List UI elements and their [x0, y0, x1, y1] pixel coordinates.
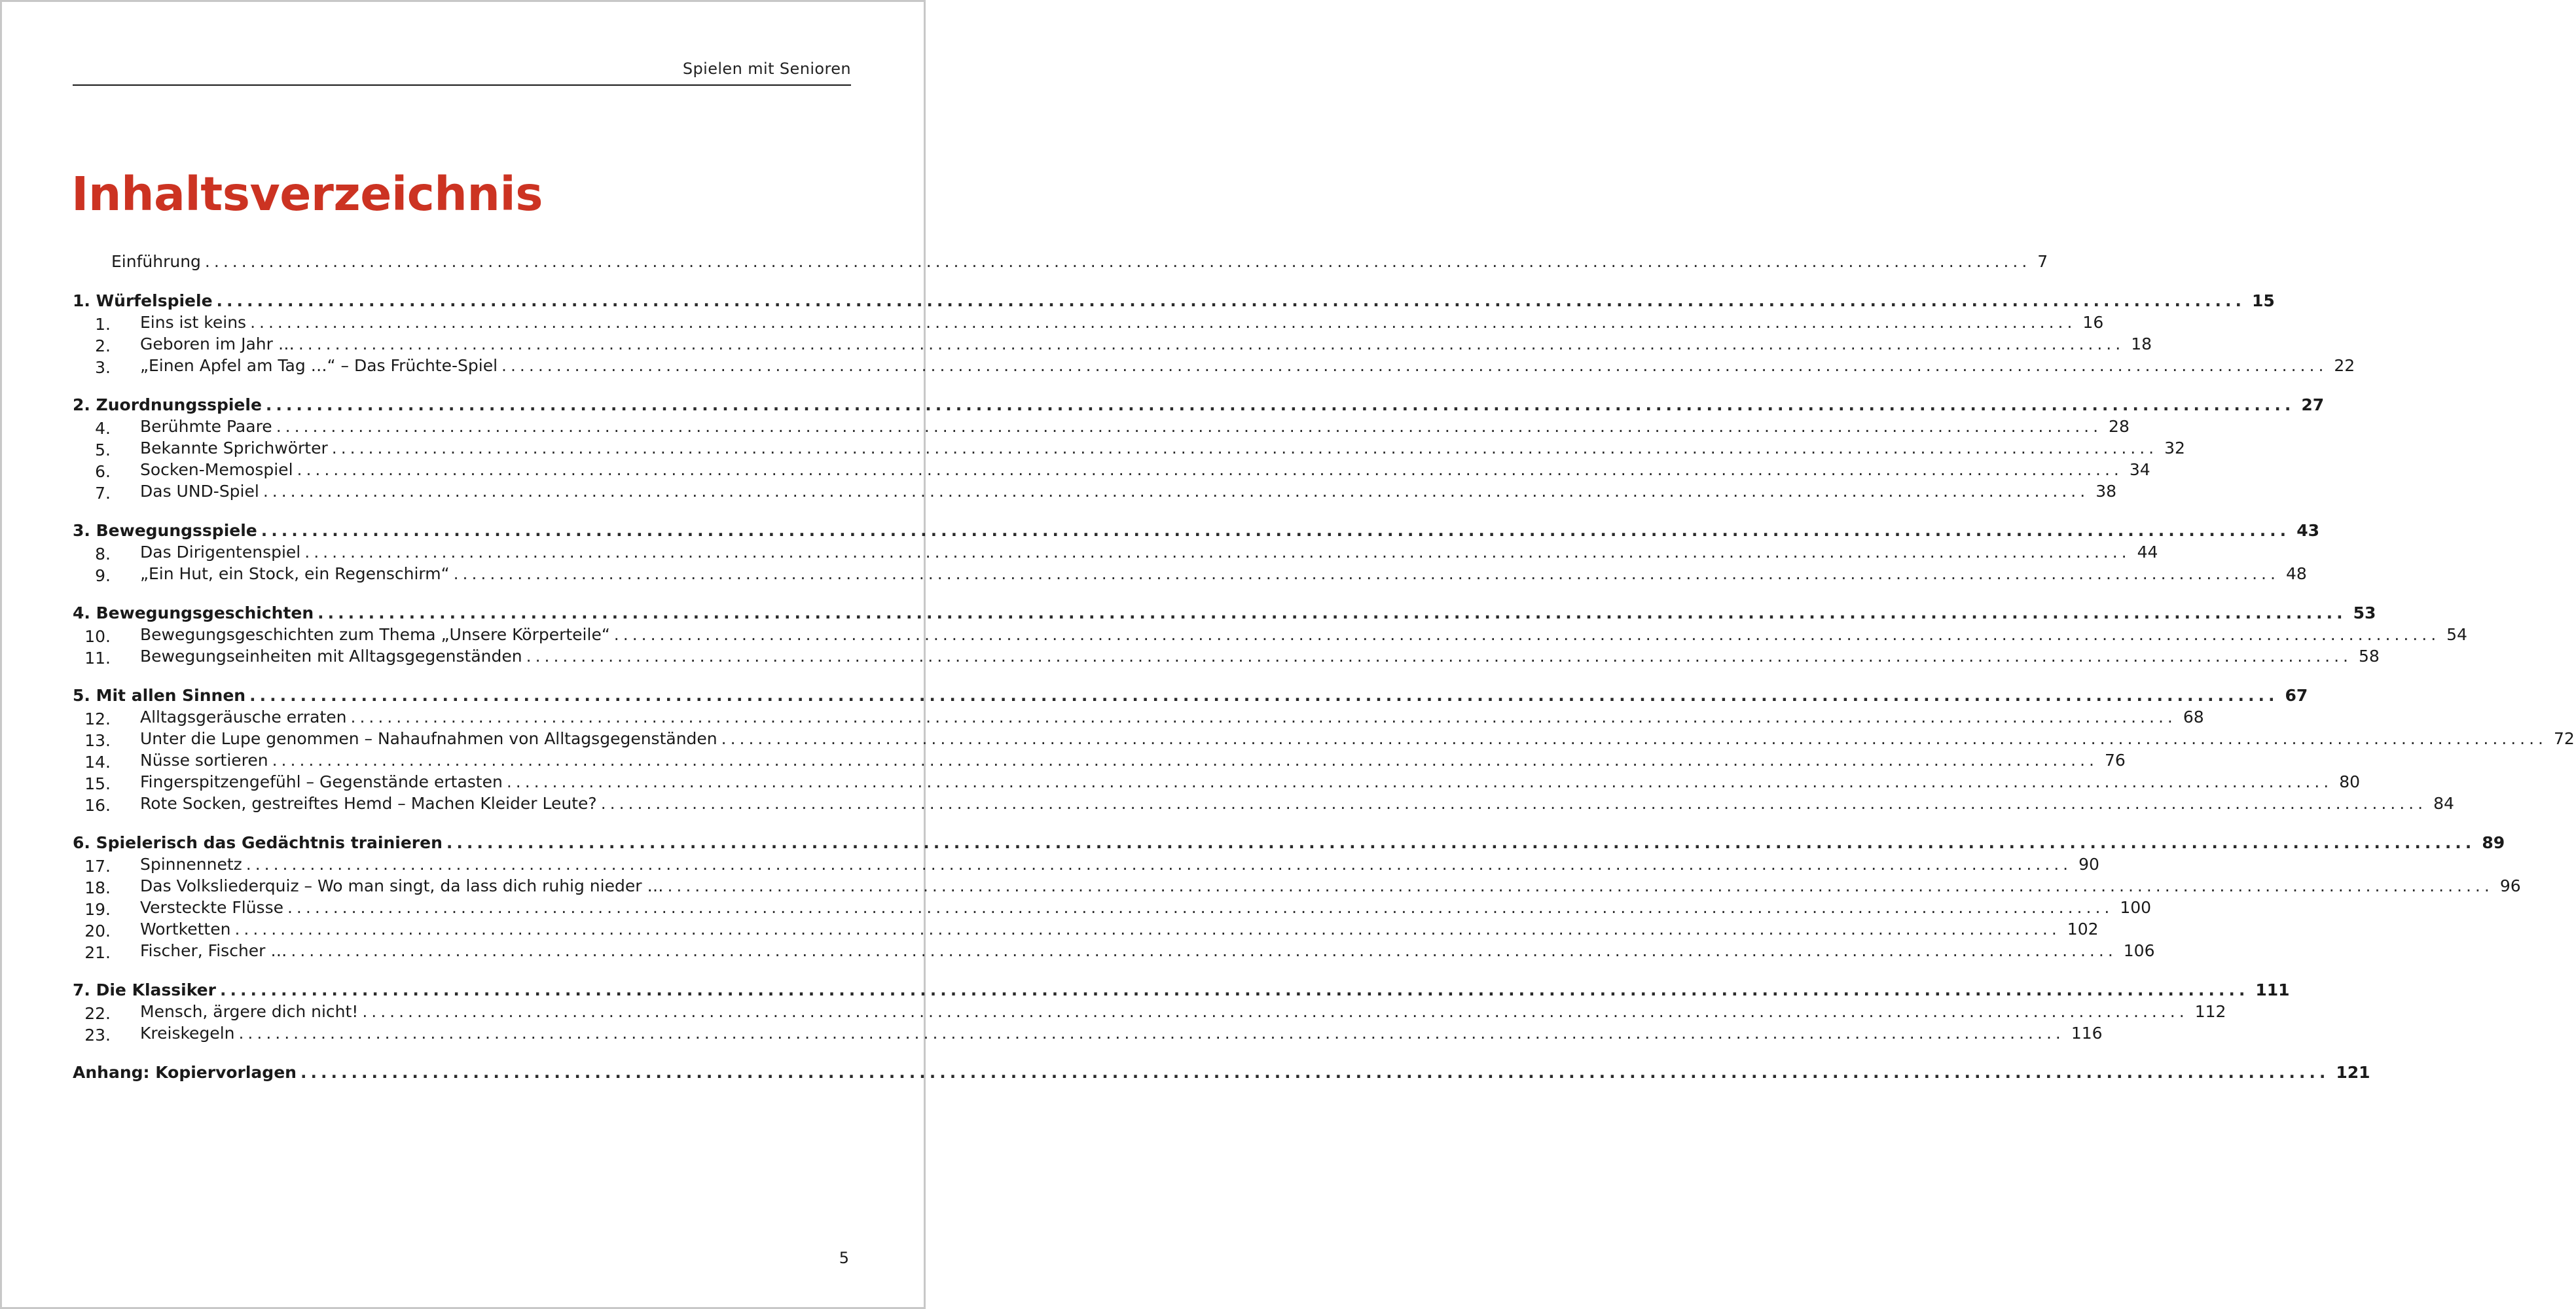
toc-entry-page: 84 [2433, 794, 2454, 813]
toc-chapter-page: 111 [2255, 980, 2290, 999]
toc-chapter-row [73, 686, 2308, 708]
toc-entry-label: Nüsse sortieren [140, 751, 268, 770]
toc-entry-row [73, 941, 2155, 963]
toc-entry-page: 34 [2129, 460, 2150, 479]
dot-leader: ........................................................................................................................................................................................................ [600, 794, 2427, 813]
toc-entry-label: Das Volksliederquiz – Wo man singt, da lass dich ruhig nieder … [140, 876, 664, 895]
toc-entry-number: 4. [95, 419, 111, 438]
toc-entry-page: 80 [2339, 772, 2360, 791]
toc-entry-number: 19. [84, 900, 111, 919]
toc-entry-row [73, 460, 2150, 482]
toc-entry-page: 96 [2499, 876, 2521, 895]
toc-entry-number: 9. [95, 566, 111, 585]
dot-leader: ........................................................................................................................................................................................................ [446, 833, 2476, 852]
toc-entry-number: 11. [84, 649, 111, 668]
dot-leader: ........................................................................................................................................................................................................ [297, 460, 2123, 479]
toc-entry-row [73, 898, 2152, 920]
toc-entry-row [73, 729, 2575, 751]
toc-chapter-row [73, 395, 2325, 417]
toc-entry-label: Bekannte Sprichwörter [140, 439, 328, 457]
toc-chapter-label: 3. Bewegungsspiele [73, 521, 257, 540]
toc-chapter-row [73, 833, 2505, 855]
toc-entry-label: Kreiskegeln [140, 1024, 235, 1043]
toc-entry-number: 2. [95, 336, 111, 355]
toc-entry-page: 68 [2183, 708, 2204, 726]
dot-leader: ........................................................................................................................................................................................................ [526, 647, 2352, 666]
dot-leader: ........................................................................................................................................................................................................ [298, 334, 2125, 353]
toc-chapter-label: 6. Spielerisch das Gedächtnis trainieren [73, 833, 443, 852]
toc-entry-page: 58 [2358, 647, 2380, 666]
toc-entry-number: 22. [84, 1004, 111, 1023]
toc-entry-label: „Einen Apfel am Tag …“ – Das Früchte-Spiel [140, 356, 498, 375]
dot-leader: ........................................................................................................................................................................................................ [287, 898, 2114, 917]
dot-leader: ........................................................................................................................................................................................................ [506, 772, 2333, 791]
dot-leader: ........................................................................................................................................................................................................ [300, 1063, 2330, 1082]
toc-entry-label: Geboren im Jahr … [140, 334, 295, 353]
toc-intro-label: Einführung [111, 252, 201, 271]
toc-entry-page: 28 [2109, 417, 2130, 436]
toc-entry-row [73, 1002, 2226, 1024]
toc-entry-row [73, 920, 2099, 941]
dot-leader: ........................................................................................................................................................................................................ [667, 876, 2494, 895]
toc-chapters [73, 291, 2575, 1045]
page-title: Inhaltsverzeichnis [71, 167, 543, 221]
toc-entry-page: 54 [2446, 625, 2467, 644]
toc-entry-row [73, 876, 2521, 898]
toc-entry-page: 116 [2071, 1024, 2103, 1043]
toc-entry-label: Bewegungsgeschichten zum Thema „Unsere Körperteile“ [140, 625, 610, 644]
toc-chapter-page: 15 [2251, 291, 2275, 310]
dot-leader: ........................................................................................................................................................................................................ [276, 417, 2103, 436]
dot-leader: ........................................................................................................................................................................................................ [331, 439, 2158, 457]
dot-leader: ........................................................................................................................................................................................................ [245, 855, 2073, 874]
toc-entry-page: 16 [2082, 313, 2104, 332]
toc-entry-row [73, 855, 2099, 876]
dot-leader: ........................................................................................................................................................................................................ [250, 313, 2077, 332]
toc-entry-number: 21. [84, 943, 111, 962]
toc-entry-number: 6. [95, 462, 111, 481]
toc-chapter-label: 7. Die Klassiker [73, 980, 216, 999]
toc-chapter-label: 1. Würfelspiele [73, 291, 213, 310]
toc-chapter-label: 4. Bewegungsgeschichten [73, 603, 314, 622]
toc-entry-row [73, 708, 2204, 729]
toc-intro-row [73, 252, 2048, 274]
toc-entry-label: Das Dirigentenspiel [140, 543, 301, 562]
toc-entry-number: 3. [95, 358, 111, 377]
toc-entry-number: 8. [95, 545, 111, 564]
dot-leader: ........................................................................................................................................................................................................ [234, 920, 2061, 939]
dot-leader: ........................................................................................................................................................................................................ [304, 543, 2131, 562]
toc-entry-number: 20. [84, 922, 111, 941]
toc-entry-row [73, 647, 2380, 668]
toc-entry-label: Berühmte Paare [140, 417, 272, 436]
toc-entry-number: 15. [84, 774, 111, 793]
toc-entry-label: Unter die Lupe genommen – Nahaufnahmen von Alltagsgegenständen [140, 729, 717, 748]
toc-entry-page: 38 [2095, 482, 2116, 501]
dot-leader: ........................................................................................................................................................................................................ [263, 482, 2090, 501]
toc-entry-label: Mensch, ärgere dich nicht! [140, 1002, 359, 1021]
toc-entry-page: 106 [2123, 941, 2155, 960]
toc-entry-number: 16. [84, 796, 111, 815]
toc-entry-label: Das UND-Spiel [140, 482, 259, 501]
toc-entry-number: 17. [84, 857, 111, 876]
toc-entry-number: 13. [84, 731, 111, 750]
toc-entry-label: Socken-Memospiel [140, 460, 293, 479]
toc-entry-page: 100 [2120, 898, 2152, 917]
toc-chapter-row [73, 291, 2275, 313]
dot-leader: ........................................................................................................................................................................................................ [453, 564, 2279, 583]
toc-chapter-label: 5. Mit allen Sinnen [73, 686, 246, 705]
toc-entry-label: Eins ist keins [140, 313, 247, 332]
toc-entry-row [73, 751, 2126, 772]
dot-leader: ........................................................................................................................................................................................................ [613, 625, 2440, 644]
toc-appendix-row [73, 1063, 2370, 1085]
toc-entry-label: Alltagsgeräusche erraten [140, 708, 347, 726]
toc-entry-row [73, 356, 2355, 378]
toc-entry-number: 23. [84, 1026, 111, 1045]
toc-chapter-page: 27 [2301, 395, 2325, 414]
toc-entry-row [73, 334, 2152, 356]
toc-entry-number: 5. [95, 440, 111, 459]
toc-entry-row [73, 772, 2360, 794]
toc-entry-page: 112 [2194, 1002, 2226, 1021]
toc-intro-page: 7 [2037, 252, 2048, 271]
toc-chapter-row [73, 521, 2319, 543]
dot-leader: ........................................................................................................................................................................................................ [249, 686, 2279, 705]
toc-entry-row [73, 482, 2116, 503]
toc-entry-label: Fingerspitzengefühl – Gegenstände ertasten [140, 772, 503, 791]
dot-leader: ........................................................................................................................................................................................................ [219, 980, 2249, 999]
toc-entry-number: 12. [84, 709, 111, 728]
toc-entry-page: 32 [2164, 439, 2185, 457]
toc-entry-page: 44 [2137, 543, 2158, 562]
toc-chapter-row [73, 603, 2376, 625]
toc-entry-number: 18. [84, 878, 111, 897]
toc-chapter-row [73, 980, 2290, 1002]
toc-entry-row [73, 439, 2185, 460]
toc-chapter-label: 2. Zuordnungsspiele [73, 395, 262, 414]
toc-entry-row [73, 1024, 2103, 1045]
toc-entry-page: 72 [2554, 729, 2575, 748]
dot-leader: ........................................................................................................................................................................................................ [272, 751, 2098, 770]
page-number: 5 [839, 1249, 849, 1267]
toc-entry-label: Spinnennetz [140, 855, 242, 874]
dot-leader: ........................................................................................................................................................................................................ [362, 1002, 2188, 1021]
running-header: Spielen mit Senioren [73, 60, 851, 86]
toc-entry-row [73, 313, 2104, 334]
toc-appendix-page: 121 [2336, 1063, 2370, 1082]
dot-leader: ........................................................................................................................................................................................................ [238, 1024, 2065, 1043]
toc-entry-label: Rote Socken, gestreiftes Hemd – Machen Kleider Leute? [140, 794, 597, 813]
toc-entry-label: Fischer, Fischer … [140, 941, 287, 960]
toc-chapter-page: 89 [2482, 833, 2505, 852]
toc-entry-row [73, 543, 2158, 564]
dot-leader: ........................................................................................................................................................................................................ [291, 941, 2117, 960]
dot-leader: ........................................................................................................................................................................................................ [350, 708, 2177, 726]
toc-entry-page: 90 [2078, 855, 2099, 874]
toc-entry-row [73, 417, 2130, 439]
dot-leader: ........................................................................................................................................................................................................ [216, 291, 2245, 310]
toc-chapter-page: 53 [2353, 603, 2376, 622]
dot-leader: ........................................................................................................................................................................................................ [261, 521, 2291, 540]
toc-entry-number: 7. [95, 484, 111, 503]
table-of-contents [73, 252, 2575, 1085]
toc-entry-row [73, 794, 2454, 816]
toc-entry-page: 76 [2104, 751, 2126, 770]
toc-entry-page: 48 [2285, 564, 2307, 583]
toc-entry-page: 102 [2067, 920, 2099, 939]
toc-entry-row [73, 564, 2307, 586]
toc-entry-label: Versteckte Flüsse [140, 898, 283, 917]
dot-leader: ........................................................................................................................................................................................................ [204, 252, 2031, 271]
dot-leader: ........................................................................................................................................................................................................ [721, 729, 2547, 748]
toc-appendix-label: Anhang: Kopiervorlagen [73, 1063, 297, 1082]
toc-entry-row [73, 625, 2467, 647]
dot-leader: ........................................................................................................................................................................................................ [501, 356, 2328, 375]
toc-chapter-page: 67 [2285, 686, 2308, 705]
toc-entry-page: 18 [2131, 334, 2152, 353]
toc-entry-number: 10. [84, 627, 111, 646]
dot-leader: ........................................................................................................................................................................................................ [317, 603, 2347, 622]
dot-leader: ........................................................................................................................................................................................................ [265, 395, 2295, 414]
toc-entry-label: Wortketten [140, 920, 231, 939]
toc-entry-page: 22 [2334, 356, 2355, 375]
toc-entry-number: 1. [95, 315, 111, 334]
toc-entry-number: 14. [84, 753, 111, 772]
toc-chapter-page: 43 [2296, 521, 2319, 540]
toc-entry-label: Bewegungseinheiten mit Alltagsgegenständen [140, 647, 522, 666]
toc-entry-label: „Ein Hut, ein Stock, ein Regenschirm“ [140, 564, 450, 583]
